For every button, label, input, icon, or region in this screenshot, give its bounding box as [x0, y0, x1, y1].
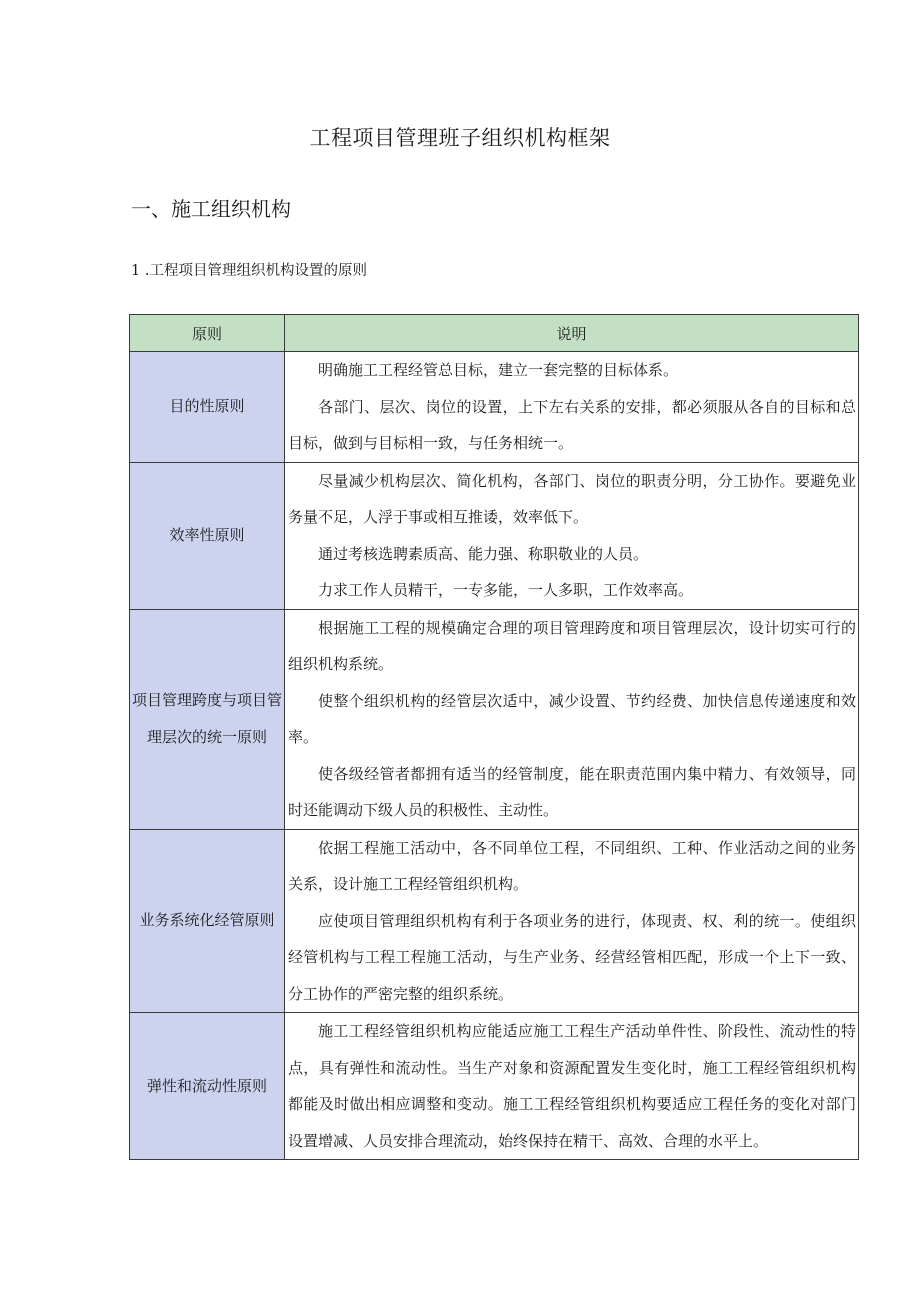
principle-cell: 效率性原则 — [130, 462, 285, 609]
table-row — [130, 829, 859, 1013]
description-paragraph: 应使项目管理组织机构有利于各项业务的进行，体现责、权、利的统一。使组织经管机构与工程工程施工活动，与生产业务、经营经管相匹配，形成一个上下一致、分工协作的严密完整的组织系统。 — [288, 911, 856, 1003]
description-cell — [285, 1013, 859, 1160]
header-description: 说明 — [285, 315, 859, 352]
description-paragraph: 尽量减少机构层次、简化机构，各部门、岗位的职责分明，分工协作。要避免业务量不足，人浮于事或相互推诿，效率低下。 — [288, 471, 856, 526]
description-paragraph: 力求工作人员精干，一专多能，一人多职，工作效率高。 — [318, 581, 694, 599]
table-row — [130, 609, 859, 829]
table-row — [130, 462, 859, 609]
principle-cell: 弹性和流动性原则 — [130, 1013, 285, 1160]
description-cell — [285, 609, 859, 829]
description-paragraph: 各部门、层次、岗位的设置，上下左右关系的安排，都必须服从各自的目标和总目标，做到与目标相一致，与任务相统一。 — [288, 397, 856, 452]
description-paragraph: 施工工程经管组织机构应能适应施工工程生产活动单件性、阶段性、流动性的特点，具有弹性和流动性。当生产对象和资源配置发生变化时，施工工程经管组织机构都能及时做出相应调整和变动。施工工程经管组织机构要适应工程任务的变化对部门设置增减、人员安排合理流动，始终保持在精干、高效、合理的水平上。 — [288, 1022, 856, 1150]
description-cell — [285, 462, 859, 609]
principle-cell: 项目管理跨度与项目管理层次的统一原则 — [130, 609, 285, 829]
document-title: 工程项目管理班子组织机构框架 — [309, 126, 611, 150]
description-cell — [285, 829, 859, 1013]
description-paragraph: 明确施工工程经管总目标，建立一套完整的目标体系。 — [318, 361, 679, 379]
sub-heading: 1 .工程项目管理组织机构设置的原则 — [131, 263, 367, 279]
principle-cell: 目的性原则 — [130, 352, 285, 463]
principle-cell: 业务系统化经管原则 — [130, 829, 285, 1013]
description-paragraph: 依据工程施工活动中，各不同单位工程，不同组织、工种、作业活动之间的业务关系，设计施工工程经管组织机构。 — [288, 838, 856, 893]
principles-table — [129, 314, 859, 1160]
section-heading: 一、施工组织机构 — [131, 197, 291, 221]
description-paragraph: 通过考核选聘素质高、能力强、称职敬业的人员。 — [318, 544, 649, 563]
table-row — [130, 352, 859, 463]
description-paragraph: 使整个组织机构的经管层次适中，减少设置、节约经费、加快信息传递速度和效率。 — [288, 691, 856, 746]
table-header-row — [130, 315, 859, 352]
description-paragraph: 使各级经管者都拥有适当的经管制度，能在职责范围内集中精力、有效领导，同时还能调动下级人员的积极性、主动性。 — [288, 764, 856, 819]
header-principle: 原则 — [130, 315, 285, 352]
description-cell — [285, 352, 859, 463]
description-paragraph: 根据施工工程的规模确定合理的项目管理跨度和项目管理层次，设计切实可行的组织机构系统。 — [288, 618, 856, 673]
table-row — [130, 1013, 859, 1160]
